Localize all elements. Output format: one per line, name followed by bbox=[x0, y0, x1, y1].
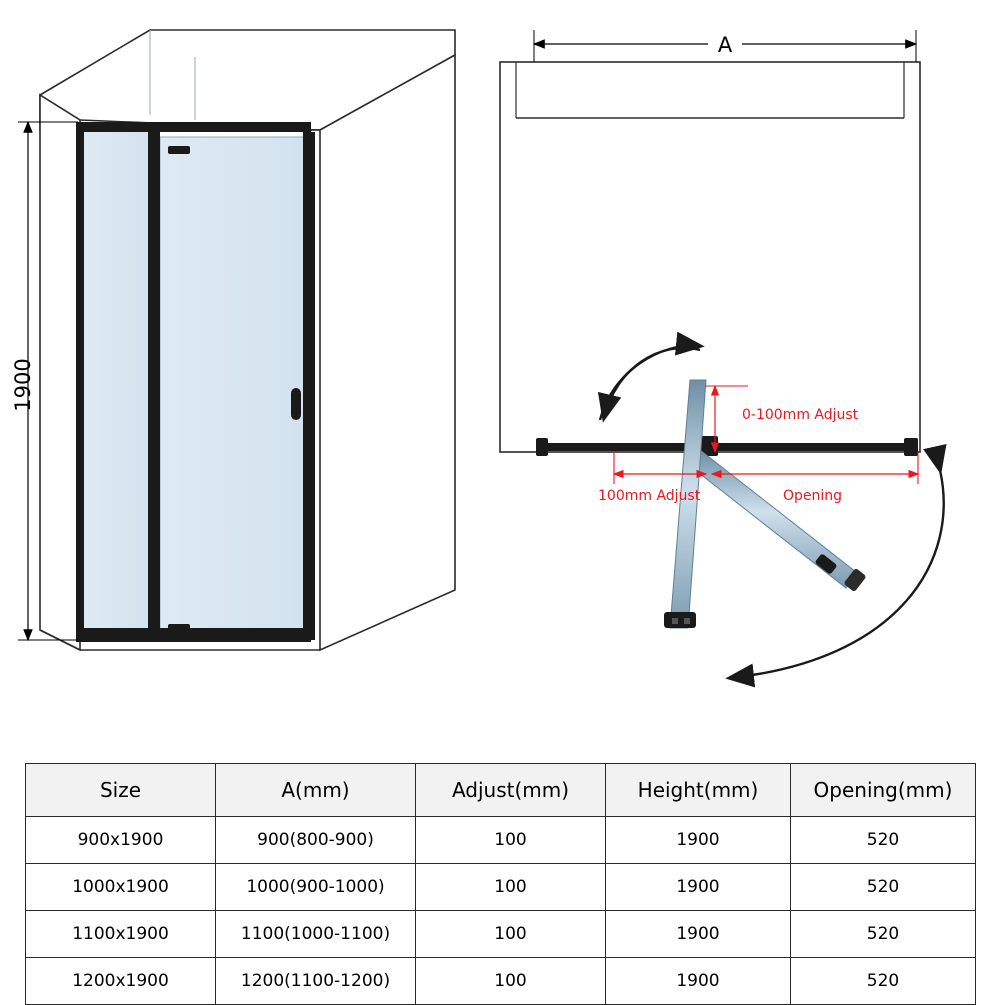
column-header-size: Size bbox=[26, 764, 216, 817]
open-door-panel bbox=[690, 450, 867, 592]
cell-a: 1200(1100-1200) bbox=[216, 958, 416, 1005]
left-perspective-view bbox=[11, 30, 455, 650]
cell-height: 1900 bbox=[606, 864, 791, 911]
width-dimension-A bbox=[534, 30, 916, 62]
cell-size: 1200x1900 bbox=[26, 958, 216, 1005]
door-glass-panel bbox=[160, 137, 305, 637]
adjust-vertical-label: 0-100mm Adjust bbox=[742, 407, 859, 423]
cell-a: 1000(900-1000) bbox=[216, 864, 416, 911]
column-header-height: Height(mm) bbox=[606, 764, 791, 817]
height-label: 1900 bbox=[11, 358, 35, 412]
cell-opening: 520 bbox=[791, 864, 976, 911]
adjust-horizontal-label: 100mm Adjust bbox=[598, 488, 701, 504]
table-header-row bbox=[26, 764, 976, 817]
column-header-a: A(mm) bbox=[216, 764, 416, 817]
cell-height: 1900 bbox=[606, 817, 791, 864]
cell-adjust: 100 bbox=[416, 911, 606, 958]
cell-opening: 520 bbox=[791, 911, 976, 958]
width-label-A: A bbox=[717, 33, 733, 57]
column-header-adjust: Adjust(mm) bbox=[416, 764, 606, 817]
spec-table bbox=[25, 763, 976, 1005]
cell-size: 1000x1900 bbox=[26, 864, 216, 911]
cell-opening: 520 bbox=[791, 817, 976, 864]
plan-outline bbox=[500, 62, 920, 452]
table-row bbox=[26, 958, 976, 1005]
hinge-bottom bbox=[168, 624, 190, 632]
fixed-glass-panel bbox=[82, 128, 152, 638]
cell-height: 1900 bbox=[606, 911, 791, 958]
cell-a: 1100(1000-1100) bbox=[216, 911, 416, 958]
table-row bbox=[26, 911, 976, 958]
cell-size: 900x1900 bbox=[26, 817, 216, 864]
opening-label: Opening bbox=[783, 488, 843, 504]
cell-adjust: 100 bbox=[416, 958, 606, 1005]
cell-adjust: 100 bbox=[416, 817, 606, 864]
door-handle bbox=[291, 388, 301, 420]
table-row bbox=[26, 817, 976, 864]
hinge-top bbox=[168, 146, 190, 154]
right-plan-view bbox=[500, 30, 944, 678]
table-row bbox=[26, 864, 976, 911]
cell-opening: 520 bbox=[791, 958, 976, 1005]
cell-size: 1100x1900 bbox=[26, 911, 216, 958]
cell-a: 900(800-900) bbox=[216, 817, 416, 864]
column-header-opening: Opening(mm) bbox=[791, 764, 976, 817]
cell-height: 1900 bbox=[606, 958, 791, 1005]
cell-adjust: 100 bbox=[416, 864, 606, 911]
